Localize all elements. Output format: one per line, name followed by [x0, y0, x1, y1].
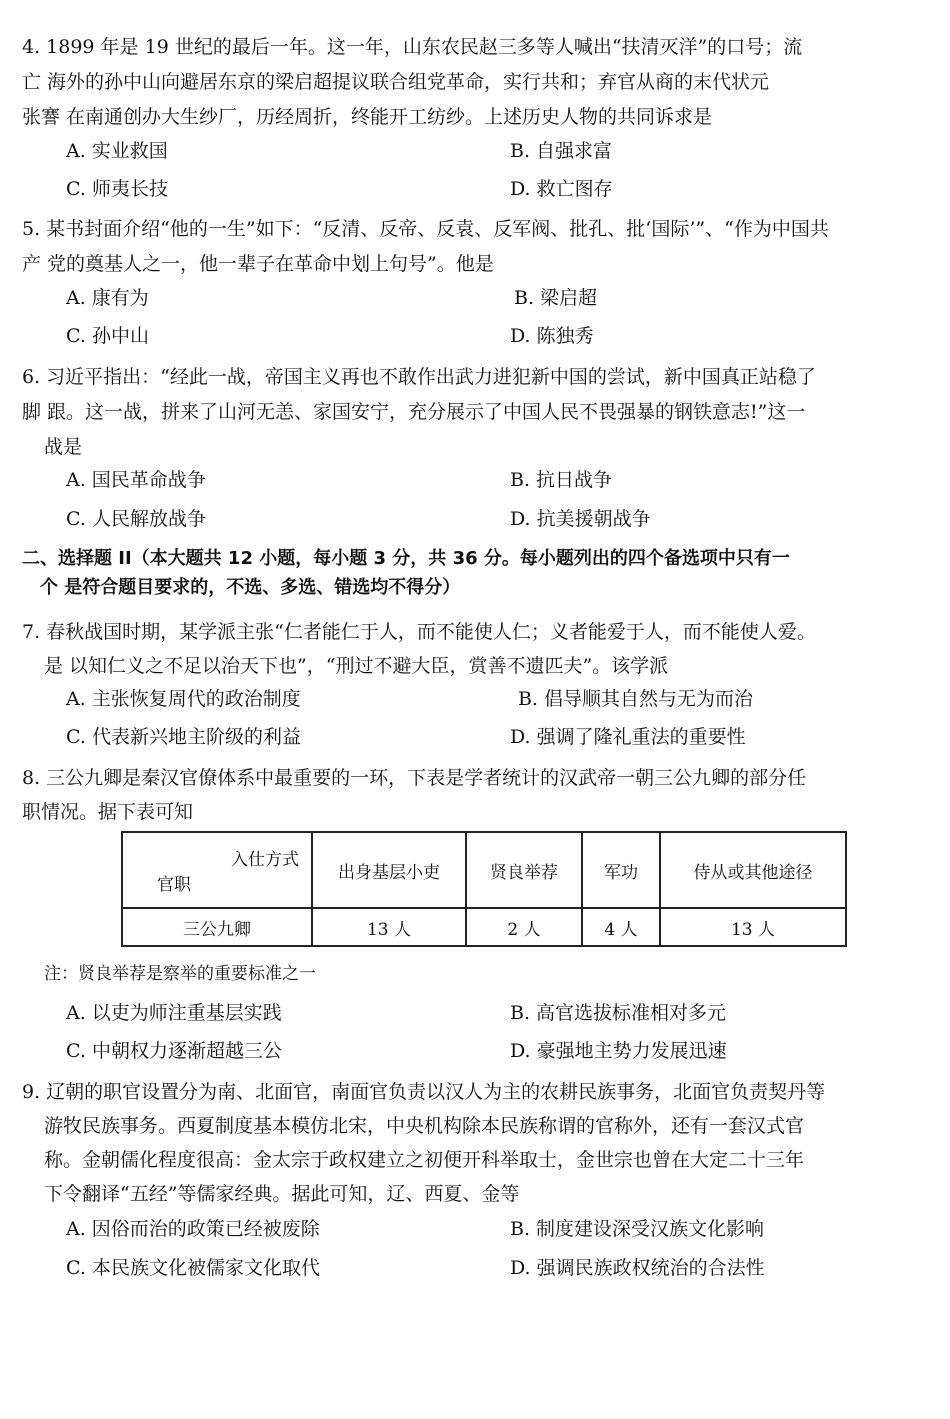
section-2-heading-line-2: 个 是符合题目要求的，不选、多选、错选均不得分） — [40, 577, 461, 598]
question-4-stem-line-2: 亡 海外的孙中山向避居东京的梁启超提议联合组党革命，实行共和；弃官从商的末代状元 — [22, 71, 770, 93]
question-5-option-d[interactable]: D. 陈独秀 — [510, 325, 594, 347]
question-6-option-d[interactable]: D. 抗美援朝战争 — [510, 508, 651, 530]
question-5-stem-line-1: 5. 某书封面介绍“他的一生”如下：“反清、反帝、反袁、反军阀、批孔、批‘国际’”、“作为中国共 — [22, 218, 829, 240]
question-5-option-a[interactable]: A. 康有为 — [66, 287, 149, 309]
table-row — [122, 908, 846, 946]
question-9-option-c[interactable]: C. 本民族文化被儒家文化取代 — [66, 1257, 320, 1279]
question-6-option-a[interactable]: A. 国民革命战争 — [66, 469, 206, 491]
question-9-option-d[interactable]: D. 强调民族政权统治的合法性 — [510, 1257, 765, 1279]
question-4-option-d[interactable]: D. 救亡图存 — [510, 178, 613, 200]
section-2-heading-line-1: 二、选择题 II（本大题共 12 小题，每小题 3 分，共 36 分。每小题列出的四个备选项中只有一 — [22, 548, 790, 569]
question-4-stem-line-3: 张謇 在南通创办大生纱厂，历经周折，终能开工纺纱。上述历史人物的共同诉求是 — [22, 106, 713, 128]
question-9-stem-line-3: 称。金朝儒化程度很高：金太宗于政权建立之初便开科举取士，金世宗也曾在大定二十三年 — [44, 1149, 805, 1171]
question-7-option-b[interactable]: B. 倡导顺其自然与无为而治 — [518, 688, 754, 710]
question-4-option-a[interactable]: A. 实业救国 — [66, 140, 168, 162]
table-header-row — [122, 832, 846, 908]
question-8-option-c[interactable]: C. 中朝权力逐渐超越三公 — [66, 1040, 282, 1062]
question-4-option-c[interactable]: C. 师夷长技 — [66, 178, 168, 200]
table-cell: 2 人 — [466, 908, 582, 946]
question-6-stem-line-2: 脚 跟。这一战，拼来了山河无恙、家国安宁，充分展示了中国人民不畏强暴的钢铁意志!”这一 — [22, 401, 806, 423]
question-8-option-b[interactable]: B. 高官选拔标准相对多元 — [510, 1002, 727, 1024]
question-5-option-b[interactable]: B. 梁启超 — [514, 287, 598, 309]
question-4-option-b[interactable]: B. 自强求富 — [510, 140, 613, 162]
table-header-cell: 军功 — [582, 832, 660, 908]
question-9-option-a[interactable]: A. 因俗而治的政策已经被废除 — [66, 1218, 320, 1240]
appointment-table — [121, 831, 847, 947]
table-note: 注：贤良举荐是察举的重要标准之一 — [44, 964, 316, 984]
table-header-cell: 侍从或其他途径 — [660, 832, 846, 908]
table-corner-bottom-label: 官职 — [157, 875, 191, 895]
table-cell: 13 人 — [660, 908, 846, 946]
question-8-stem-line-2: 职情况。据下表可知 — [22, 801, 194, 823]
question-5-option-c[interactable]: C. 孙中山 — [66, 325, 149, 347]
question-8-option-d[interactable]: D. 豪强地主势力发展迅速 — [510, 1040, 727, 1062]
table-header-cell: 贤良举荐 — [466, 832, 582, 908]
table-row-label: 三公九卿 — [122, 908, 312, 946]
question-6-option-b[interactable]: B. 抗日战争 — [510, 469, 613, 491]
question-9-stem-line-1: 9. 辽朝的职官设置分为南、北面官，南面官负责以汉人为主的农耕民族事务，北面官负责契丹等 — [22, 1081, 826, 1103]
question-6-stem-line-1: 6. 习近平指出：“经此一战，帝国主义再也不敢作出武力进犯新中国的尝试，新中国真正站稳了 — [22, 366, 816, 388]
table-corner-cell — [122, 832, 312, 908]
question-8-stem-line-1: 8. 三公九卿是秦汉官僚体系中最重要的一环，下表是学者统计的汉武帝一朝三公九卿的部分任 — [22, 767, 807, 789]
question-7-option-c[interactable]: C. 代表新兴地主阶级的利益 — [66, 726, 301, 748]
question-8-option-a[interactable]: A. 以吏为师注重基层实践 — [66, 1002, 282, 1024]
question-7-option-d[interactable]: D. 强调了隆礼重法的重要性 — [510, 726, 746, 748]
table-header-cell: 出身基层小吏 — [312, 832, 466, 908]
question-9-stem-line-2: 游牧民族事务。西夏制度基本模仿北宋，中央机构除本民族称谓的官称外，还有一套汉式官 — [44, 1115, 805, 1137]
question-4-stem-line-1: 4. 1899 年是 19 世纪的最后一年。这一年，山东农民赵三多等人喊出“扶清灭洋”的口号；流 — [22, 36, 803, 58]
question-5-stem-line-2: 产 党的奠基人之一，他一辈子在革命中划上句号”。他是 — [22, 253, 494, 275]
question-6-stem-line-3: 战是 — [44, 436, 83, 458]
table-cell: 13 人 — [312, 908, 466, 946]
table-cell: 4 人 — [582, 908, 660, 946]
question-9-stem-line-4: 下令翻译“五经”等儒家经典。据此可知，辽、西夏、金等 — [44, 1183, 520, 1205]
question-7-stem-line-1: 7. 春秋战国时期，某学派主张“仁者能仁于人，而不能使人仁；义者能爱于人，而不能使人爱。 — [22, 621, 816, 643]
table-corner-top-label: 入仕方式 — [231, 850, 299, 870]
question-7-stem-line-2: 是 以知仁义之不足以治天下也”，“刑过不避大臣，赏善不遗匹夫”。该学派 — [44, 655, 669, 677]
question-9-option-b[interactable]: B. 制度建设深受汉族文化影响 — [510, 1218, 765, 1240]
question-6-option-c[interactable]: C. 人民解放战争 — [66, 508, 206, 530]
question-7-option-a[interactable]: A. 主张恢复周代的政治制度 — [66, 688, 301, 710]
